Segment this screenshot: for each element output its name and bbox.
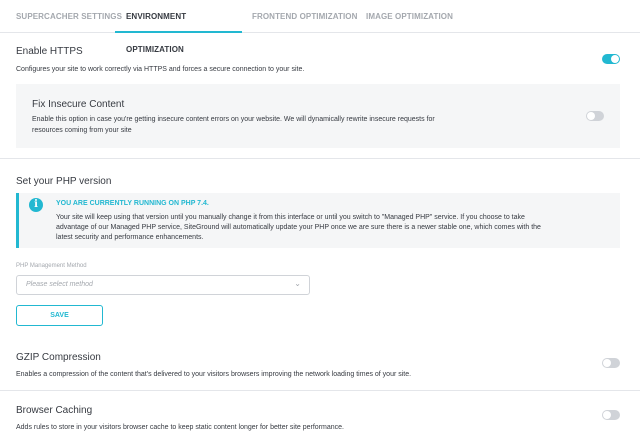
insecure-content-description-line1: Enable this option in case you're getting insecure content errors on your website. We will dynamically rewrite insecure requests for xyxy=(32,116,435,123)
toggle-knob xyxy=(603,359,611,367)
browser-caching-description: Adds rules to store in your visitors browser cache to keep static content longer for better site performance. xyxy=(16,424,344,431)
https-toggle[interactable] xyxy=(602,54,620,64)
insecure-content-toggle[interactable] xyxy=(586,111,604,121)
https-title: Enable HTTPS xyxy=(16,46,83,57)
browser-caching-toggle[interactable] xyxy=(602,410,620,420)
gzip-toggle[interactable] xyxy=(602,358,620,368)
info-icon: i xyxy=(29,198,43,212)
php-title: Set your PHP version xyxy=(16,176,112,187)
gzip-title: GZIP Compression xyxy=(16,352,101,363)
php-notice xyxy=(16,193,620,248)
toggle-knob xyxy=(587,112,595,120)
section-divider xyxy=(0,158,640,159)
section-divider xyxy=(0,390,640,391)
insecure-content-description-line2: resources coming from your site xyxy=(32,127,132,134)
https-description: Configures your site to work correctly via HTTPS and forces a secure connection to your site. xyxy=(16,66,305,73)
save-button[interactable]: SAVE xyxy=(16,305,103,326)
php-notice-line3: latest security and performance enhancements. xyxy=(56,234,204,241)
php-notice-line2: advantage of our Managed PHP service, SiteGround will automatically update your PHP once we are sure there is a newer stable one, which comes with the xyxy=(56,224,541,231)
insecure-content-panel xyxy=(16,84,620,148)
php-notice-text xyxy=(56,213,612,243)
php-notice-line1: Your site will keep using that version until you manually change it from this interface or until you switch to "Managed PHP" service. If you choose to take xyxy=(56,214,525,221)
toggle-knob xyxy=(611,55,619,63)
php-method-label: PHP Management Method xyxy=(16,263,87,269)
tab-supercacher-settings[interactable]: SUPERCACHER SETTINGS xyxy=(16,12,123,21)
gzip-description: Enables a compression of the content that's delivered to your visitors browsers improving the network loading times of your site. xyxy=(16,371,412,378)
tab-frontend-optimization[interactable]: FRONTEND OPTIMIZATION xyxy=(252,12,358,21)
toggle-knob xyxy=(603,411,611,419)
browser-caching-title: Browser Caching xyxy=(16,405,93,416)
php-method-placeholder: Please select method xyxy=(26,281,93,288)
insecure-content-title: Fix Insecure Content xyxy=(32,99,125,110)
php-notice-title: YOU ARE CURRENTLY RUNNING ON PHP 7.4. xyxy=(56,200,209,207)
php-method-select[interactable] xyxy=(16,275,310,295)
tab-image-optimization[interactable]: IMAGE OPTIMIZATION xyxy=(366,12,453,21)
chevron-down-icon: ⌄ xyxy=(294,279,301,288)
tab-environment-optimization[interactable]: ENVIRONMENT OPTIMIZATION xyxy=(115,0,242,33)
